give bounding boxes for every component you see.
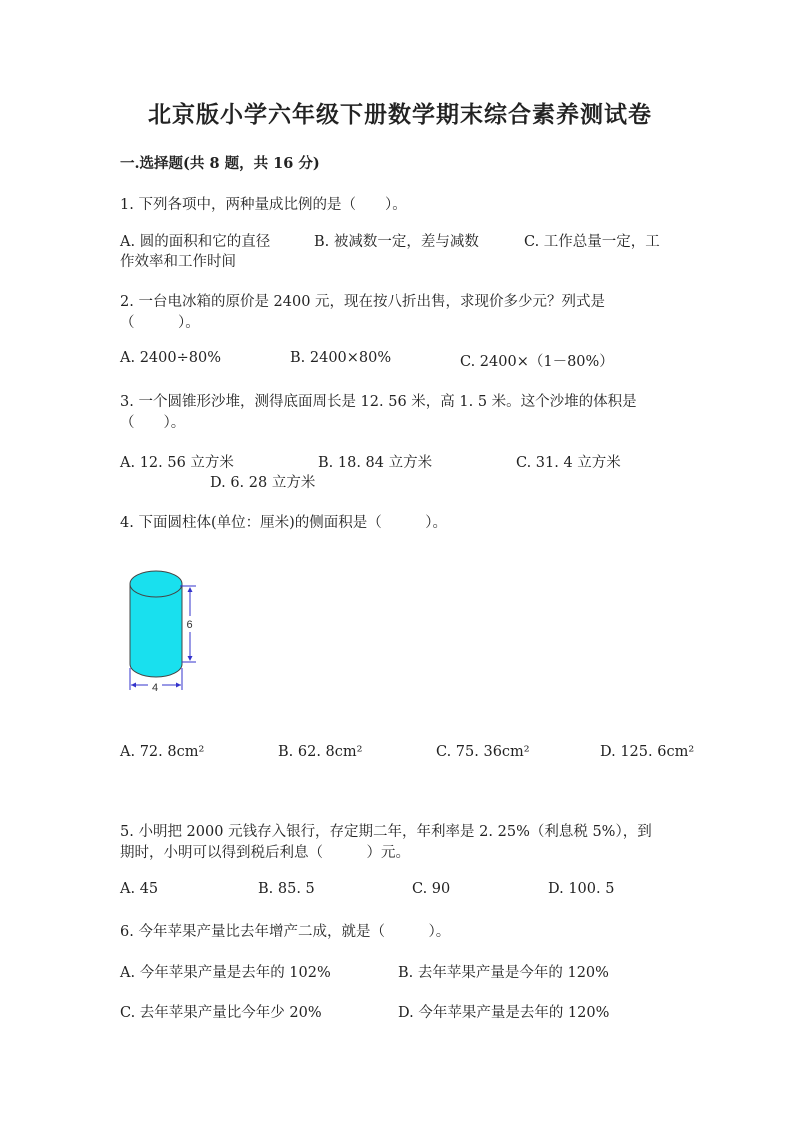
question-4-option-c: C. 75. 36cm² (436, 744, 530, 760)
question-4-option-b: B. 62. 8cm² (278, 744, 363, 760)
question-6-option-c: C. 去年苹果产量比今年少 20% (120, 1005, 322, 1021)
question-1-option-b: B. 被减数一定，差与减数 (314, 234, 479, 250)
question-3-stem-continued: （ ）。 (120, 415, 186, 431)
question-2-option-b: B. 2400×80% (290, 350, 392, 366)
question-6-stem: 6. 今年苹果产量比去年增产二成，就是（ ）。 (120, 924, 451, 940)
question-4-option-d: D. 125. 6cm² (600, 744, 695, 760)
question-3-option-d: D. 6. 28 立方米 (210, 475, 316, 491)
height-label: 6 (186, 619, 193, 631)
question-6-option-d: D. 今年苹果产量是去年的 120% (398, 1005, 610, 1021)
question-3-option-c: C. 31. 4 立方米 (516, 455, 621, 471)
section-heading: 一.选择题(共 8 题，共 16 分) (120, 155, 320, 172)
question-2-stem: 2. 一台电冰箱的原价是 2400 元，现在按八折出售，求现价多少元？列式是 (120, 294, 606, 310)
question-2-stem-continued: （ ）。 (120, 315, 200, 331)
question-1-stem: 1. 下列各项中，两种量成比例的是（ ）。 (120, 197, 407, 213)
question-3-option-b: B. 18. 84 立方米 (318, 455, 433, 471)
question-5-option-d: D. 100. 5 (548, 881, 615, 897)
question-4-option-a: A. 72. 8cm² (120, 744, 205, 760)
question-1-option-a: A. 圆的面积和它的直径 (120, 234, 271, 250)
diameter-label: 4 (151, 682, 159, 694)
question-3-stem: 3. 一个圆锥形沙堆，测得底面周长是 12. 56 米，高 1. 5 米。这个沙堆的体积是 (120, 394, 637, 410)
question-5-stem-continued: 期时，小明可以得到税后利息（ ）元。 (120, 845, 410, 861)
question-5-option-c: C. 90 (412, 881, 451, 897)
question-3-option-a: A. 12. 56 立方米 (120, 455, 234, 471)
question-2-option-a: A. 2400÷80% (120, 350, 221, 366)
page-title: 北京版小学六年级下册数学期末综合素养测试卷 (148, 101, 652, 128)
question-1-option-c-continued: 作效率和工作时间 (120, 254, 236, 270)
question-6-option-b: B. 去年苹果产量是今年的 120% (398, 965, 609, 981)
cylinder-shape (130, 571, 182, 677)
question-1-option-c: C. 工作总量一定，工 (524, 234, 660, 250)
question-5-option-b: B. 85. 5 (258, 881, 315, 897)
question-2-option-c: C. 2400×（1－80%） (460, 354, 614, 370)
cylinder-figure (120, 560, 200, 700)
question-4-stem: 4. 下面圆柱体(单位：厘米)的侧面积是（ ）。 (120, 515, 448, 531)
question-5-option-a: A. 45 (120, 881, 159, 897)
question-6-option-a: A. 今年苹果产量是去年的 102% (120, 965, 331, 981)
question-5-stem: 5. 小明把 2000 元钱存入银行，存定期二年，年利率是 2. 25%（利息税 5%），到 (120, 824, 652, 840)
